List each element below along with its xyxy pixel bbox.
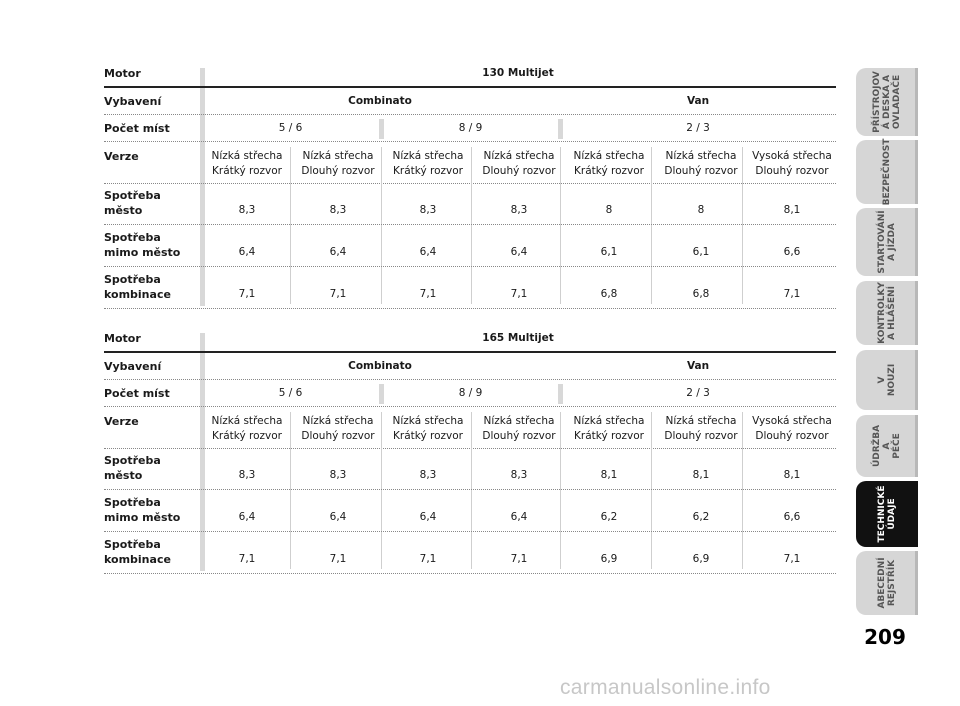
value-mesto-7: 8,1 [783,204,801,216]
value-kombinace-1: 7,1 [238,288,256,300]
value-mesto-3: 8,3 [419,469,437,481]
value-kombinace-7: 7,1 [783,288,801,300]
seats-2: 8 / 9 [458,387,483,399]
label-spotreba-kombinace: Spotřeba kombinace [104,273,171,301]
label-spotreba-mimo: Spotřeba mimo město [104,496,181,524]
value-kombinace-6: 6,9 [692,553,710,565]
version-7: Vysoká střecha Dlouhý rozvor [752,415,832,442]
group-separator [558,119,563,139]
page-number: 209 [864,625,906,649]
version-2: Nízká střecha Dlouhý rozvor [301,415,375,442]
value-kombinace-4: 7,1 [510,288,528,300]
row-rule [104,141,836,142]
version-6: Nízká střecha Dlouhý rozvor [664,415,738,442]
group-separator [379,119,384,139]
chapter-tab-5[interactable] [856,350,918,410]
column-separator [742,147,743,304]
seats-1: 5 / 6 [278,122,303,134]
label-spotreba-kombinace: Spotřeba kombinace [104,538,171,566]
chapter-tab-label: TECHNICKÉ ÚDAJE [877,485,897,543]
value-mesto-1: 8,3 [238,204,256,216]
value-kombinace-1: 7,1 [238,553,256,565]
value-kombinace-6: 6,8 [692,288,710,300]
label-motor: Motor [104,67,141,80]
value-mimo-6: 6,1 [692,246,710,258]
value-mimo-7: 6,6 [783,246,801,258]
value-kombinace-2: 7,1 [329,288,347,300]
label-spotreba-mesto: Spotřeba město [104,189,161,217]
chapter-tab-1[interactable] [856,68,918,136]
value-mesto-4: 8,3 [510,469,528,481]
chapter-tab-label: KONTROLKY A HLÁŠENÍ [877,282,897,344]
value-kombinace-4: 7,1 [510,553,528,565]
value-mimo-7: 6,6 [783,511,801,523]
label-vybaveni: Vybavení [104,95,162,108]
chapter-tab-label: PŘÍSTROJOV Á DESKA A OVLADAČE [872,71,902,133]
chapter-tab-label: ABECEDNÍ REJSTŘÍK [877,557,897,609]
version-5: Nízká střecha Krátký rozvor [573,415,645,442]
value-mesto-1: 8,3 [238,469,256,481]
seats-1: 5 / 6 [278,387,303,399]
row-rule [104,308,836,309]
chapter-tab-8[interactable] [856,551,918,615]
column-separator [290,147,291,304]
chapter-tab-label: V NOUZI [877,363,897,397]
value-mimo-2: 6,4 [329,246,347,258]
value-kombinace-7: 7,1 [783,553,801,565]
value-mimo-4: 6,4 [510,246,528,258]
seats-3: 2 / 3 [686,122,710,134]
chapter-tab-6[interactable] [856,415,918,477]
seats-3: 2 / 3 [686,387,710,399]
label-spotreba-mimo: Spotřeba mimo město [104,231,181,259]
value-mesto-6: 8 [697,204,705,216]
value-mimo-2: 6,4 [329,511,347,523]
label-vybaveni: Vybavení [104,360,162,373]
column-separator [471,147,472,304]
value-mimo-1: 6,4 [238,511,256,523]
value-mesto-3: 8,3 [419,204,437,216]
row-rule [104,406,836,407]
value-kombinace-5: 6,8 [600,288,618,300]
header-rule [104,86,836,88]
column-separator [471,412,472,569]
value-kombinace-3: 7,1 [419,288,437,300]
value-mimo-3: 6,4 [419,511,437,523]
label-motor: Motor [104,332,141,345]
chapter-tab-3[interactable] [856,208,918,276]
value-kombinace-2: 7,1 [329,553,347,565]
value-mesto-2: 8,3 [329,204,347,216]
row-rule [104,573,836,574]
chapter-tab-7[interactable] [856,481,918,547]
value-mimo-3: 6,4 [419,246,437,258]
header-rule [104,351,836,353]
label-pocet-mist: Počet míst [104,387,170,400]
row-rule [104,266,836,267]
label-verze: Verze [104,415,139,428]
value-mesto-2: 8,3 [329,469,347,481]
chapter-tab-label: STARTOVÁNÍ A JÍZDA [877,210,897,274]
row-rule [104,489,836,490]
column-separator [381,412,382,569]
version-1: Nízká střecha Krátký rozvor [211,415,283,442]
version-4: Nízká střecha Dlouhý rozvor [482,150,556,177]
value-kombinace-3: 7,1 [419,553,437,565]
label-spotreba-mesto: Spotřeba město [104,454,161,482]
version-1: Nízká střecha Krátký rozvor [211,150,283,177]
row-rule [104,114,836,115]
value-mesto-4: 8,3 [510,204,528,216]
value-mimo-4: 6,4 [510,511,528,523]
value-mesto-7: 8,1 [783,469,801,481]
row-rule [104,183,836,184]
version-5: Nízká střecha Krátký rozvor [573,150,645,177]
label-verze: Verze [104,150,139,163]
value-mimo-1: 6,4 [238,246,256,258]
version-2: Nízká střecha Dlouhý rozvor [301,150,375,177]
chapter-tab-label: ÚDRŽBA A PÉČE [872,424,902,468]
equipment-1: Combinato [348,360,412,372]
version-3: Nízká střecha Krátký rozvor [392,150,464,177]
equipment-2: Van [686,95,710,107]
value-mesto-5: 8,1 [600,469,618,481]
row-rule [104,448,836,449]
row-rule [104,379,836,380]
chapter-tab-4[interactable] [856,281,918,345]
value-mesto-5: 8 [605,204,613,216]
version-3: Nízká střecha Krátký rozvor [392,415,464,442]
column-separator [381,147,382,304]
group-separator [558,384,563,404]
version-7: Vysoká střecha Dlouhý rozvor [752,150,832,177]
column-separator [651,412,652,569]
chapter-tab-2[interactable] [856,140,918,204]
column-separator [742,412,743,569]
column-separator [560,147,561,304]
group-separator [379,384,384,404]
chapter-tab-label: BEZPEČNOST [882,138,892,206]
seats-2: 8 / 9 [458,122,483,134]
engine-name: 165 Multijet [482,332,554,344]
column-separator [651,147,652,304]
value-kombinace-5: 6,9 [600,553,618,565]
value-mimo-6: 6,2 [692,511,710,523]
column-separator [290,412,291,569]
watermark: carmanualsonline.info [560,676,771,699]
value-mesto-6: 8,1 [692,469,710,481]
value-mimo-5: 6,2 [600,511,618,523]
equipment-2: Van [686,360,710,372]
equipment-1: Combinato [348,95,412,107]
label-pocet-mist: Počet míst [104,122,170,135]
row-rule [104,224,836,225]
engine-name: 130 Multijet [482,67,554,79]
version-4: Nízká střecha Dlouhý rozvor [482,415,556,442]
version-6: Nízká střecha Dlouhý rozvor [664,150,738,177]
value-mimo-5: 6,1 [600,246,618,258]
column-separator [560,412,561,569]
row-rule [104,531,836,532]
